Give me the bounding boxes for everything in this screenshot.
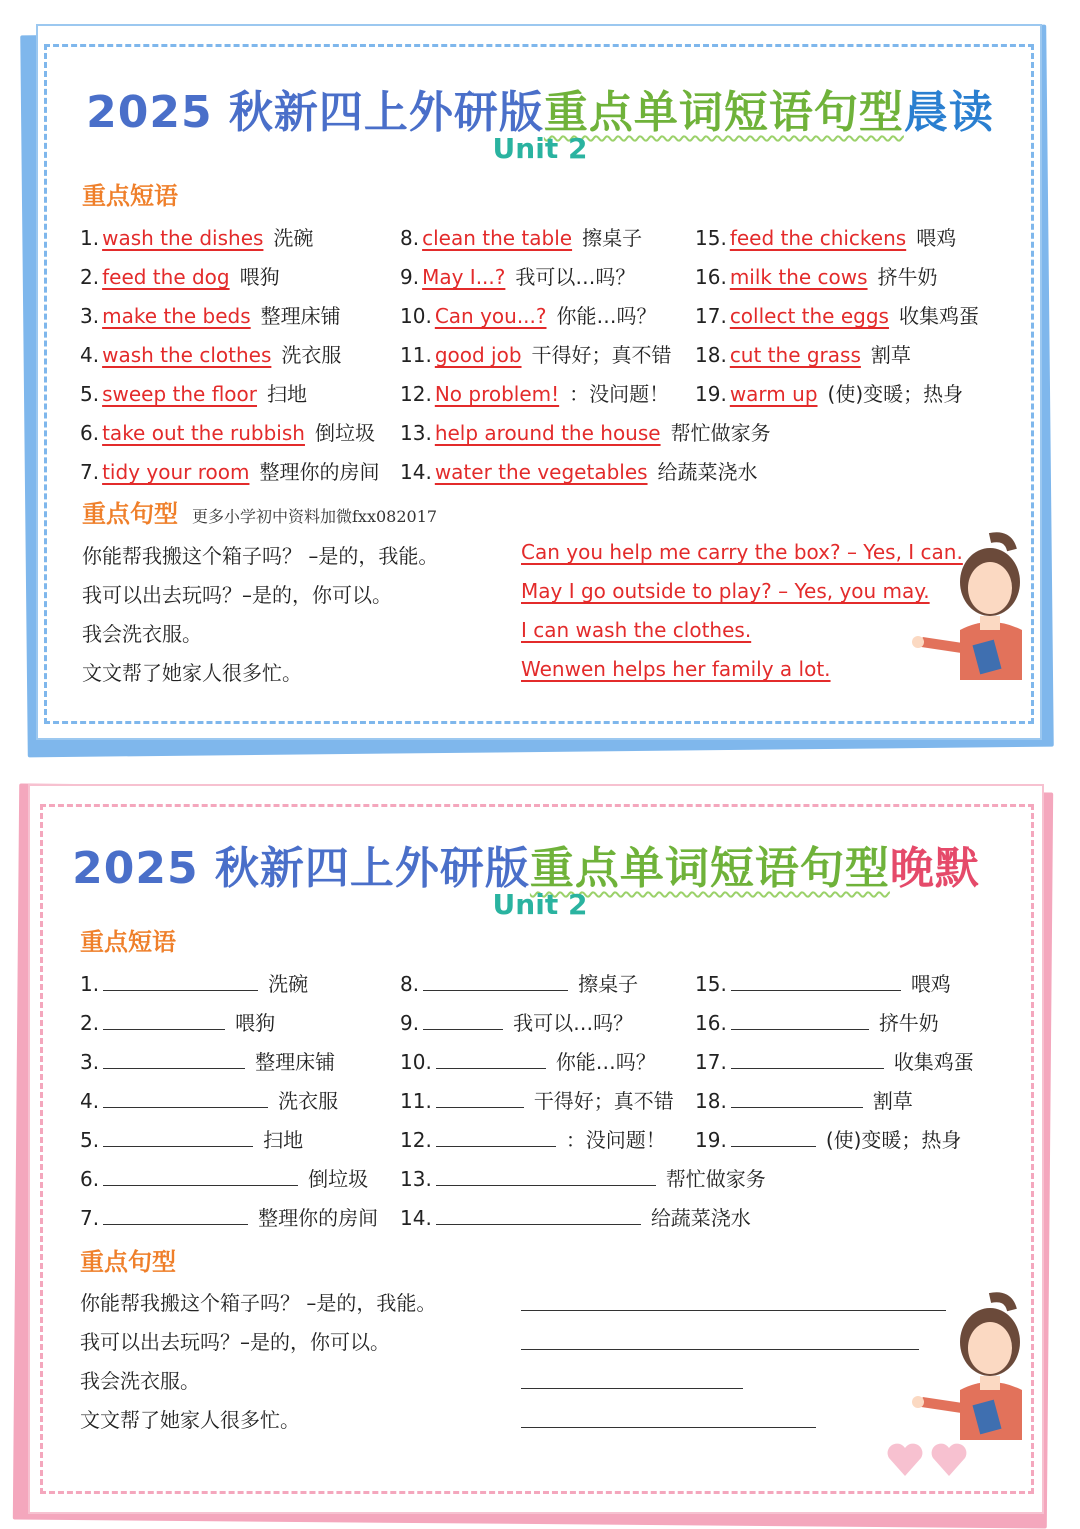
title-part: 晚默 bbox=[889, 843, 980, 894]
phrase-number: 4. bbox=[80, 1089, 100, 1113]
phrase-blank-item bbox=[80, 968, 308, 997]
phrase-number: 14. bbox=[400, 1206, 432, 1230]
phrase-number: 3. bbox=[80, 1050, 100, 1074]
phrase-item bbox=[80, 456, 379, 485]
phrase-chinese: 你能…吗？ bbox=[556, 304, 657, 328]
phrase-number: 17. bbox=[695, 1050, 727, 1074]
title-part: 2025 秋新四上外研版 bbox=[72, 843, 530, 894]
phrase-number: 7. bbox=[80, 460, 100, 484]
phrase-chinese: 喂鸡 bbox=[910, 972, 951, 996]
phrase-number: 8. bbox=[400, 226, 420, 250]
phrase-blank-item bbox=[695, 968, 951, 997]
phrase-number: 12. bbox=[400, 382, 432, 406]
phrase-blank-item bbox=[400, 1007, 633, 1036]
teacher-illustration-icon bbox=[900, 530, 1035, 680]
phrase-chinese: 收集鸡蛋 bbox=[898, 304, 979, 328]
phrase-blank-item bbox=[400, 968, 638, 997]
answer-blank[interactable] bbox=[436, 1205, 641, 1225]
phrase-number: 1. bbox=[80, 972, 100, 996]
phrase-english: make the beds bbox=[102, 304, 251, 328]
phrase-number: 13. bbox=[400, 421, 432, 445]
sentence-chinese: 文文帮了她家人很多忙。 bbox=[82, 661, 302, 685]
phrase-blank-item bbox=[400, 1124, 666, 1153]
phrase-chinese: ：没问题！ bbox=[565, 1128, 666, 1152]
sentence-answer-line[interactable] bbox=[521, 1310, 946, 1311]
sentence-english: Can you help me carry the box? – Yes, I can. bbox=[521, 540, 963, 564]
evening-dictation-card bbox=[0, 760, 1080, 1527]
sentence-english: Wenwen helps her family a lot. bbox=[521, 657, 831, 681]
phrase-item bbox=[80, 339, 341, 368]
phrase-chinese: 整理你的房间 bbox=[258, 1206, 379, 1230]
phrase-item bbox=[695, 378, 963, 407]
phrase-english: good job bbox=[434, 343, 522, 367]
phrase-chinese: 洗衣服 bbox=[281, 343, 342, 367]
phrase-number: 19. bbox=[695, 382, 727, 406]
phrase-number: 11. bbox=[400, 343, 432, 367]
phrase-item bbox=[400, 456, 758, 485]
phrase-english: feed the dog bbox=[102, 265, 230, 289]
phrase-chinese: (使)变暖；热身 bbox=[827, 382, 964, 406]
answer-blank[interactable] bbox=[436, 1049, 546, 1069]
sentence-chinese: 文文帮了她家人很多忙。 bbox=[80, 1408, 300, 1432]
answer-blank[interactable] bbox=[731, 1127, 816, 1147]
unit-label: Unit 2 bbox=[492, 888, 588, 921]
teacher-illustration-icon bbox=[900, 1290, 1035, 1440]
phrase-item bbox=[695, 261, 938, 290]
answer-blank[interactable] bbox=[103, 971, 258, 991]
section-phrases-heading: 重点短语 bbox=[82, 182, 178, 210]
phrase-chinese: 扫地 bbox=[267, 382, 308, 406]
phrase-chinese: 整理床铺 bbox=[255, 1050, 336, 1074]
phrase-number: 16. bbox=[695, 1011, 727, 1035]
phrase-item bbox=[400, 339, 672, 368]
sentence-chinese: 我会洗衣服。 bbox=[82, 622, 202, 646]
answer-blank[interactable] bbox=[436, 1088, 524, 1108]
phrase-chinese: 帮忙做家务 bbox=[665, 1167, 766, 1191]
phrase-number: 13. bbox=[400, 1167, 432, 1191]
phrase-english: No problem! bbox=[434, 382, 560, 406]
sentence-answer-line[interactable] bbox=[521, 1427, 816, 1428]
phrase-chinese: 干得好；真不错 bbox=[533, 1089, 674, 1113]
morning-reading-card bbox=[0, 0, 1080, 760]
phrase-blank-item bbox=[80, 1007, 275, 1036]
phrase-english: warm up bbox=[729, 382, 818, 406]
sentence-chinese: 我会洗衣服。 bbox=[80, 1369, 200, 1393]
phrase-item bbox=[400, 261, 635, 290]
phrase-number: 18. bbox=[695, 1089, 727, 1113]
sentence-chinese: 我可以出去玩吗？–是的，你可以。 bbox=[82, 583, 392, 607]
phrase-number: 14. bbox=[400, 460, 432, 484]
phrase-number: 12. bbox=[400, 1128, 432, 1152]
phrase-english: Can you...? bbox=[434, 304, 547, 328]
sentence-chinese: 你能帮我搬这个箱子吗？ –是的，我能。 bbox=[82, 544, 439, 568]
phrase-chinese: 割草 bbox=[872, 1089, 913, 1113]
phrase-item bbox=[80, 417, 375, 446]
phrase-number: 11. bbox=[400, 1089, 432, 1113]
phrase-chinese: 整理床铺 bbox=[260, 304, 341, 328]
sentence-chinese: 你能帮我搬这个箱子吗？ –是的，我能。 bbox=[80, 1291, 437, 1315]
page-title bbox=[0, 832, 1066, 896]
phrase-chinese: (使)变暖；热身 bbox=[825, 1128, 962, 1152]
phrase-chinese: 扫地 bbox=[263, 1128, 304, 1152]
answer-blank[interactable] bbox=[731, 971, 901, 991]
sentence-chinese: 我可以出去玩吗？–是的，你可以。 bbox=[80, 1330, 390, 1354]
answer-blank[interactable] bbox=[103, 1205, 248, 1225]
phrase-number: 5. bbox=[80, 382, 100, 406]
phrase-chinese: 擦桌子 bbox=[582, 226, 643, 250]
phrase-chinese: 收集鸡蛋 bbox=[893, 1050, 974, 1074]
phrase-chinese: 倒垃圾 bbox=[308, 1167, 369, 1191]
phrase-item bbox=[400, 378, 669, 407]
answer-blank[interactable] bbox=[103, 1049, 245, 1069]
phrase-english: wash the dishes bbox=[102, 226, 264, 250]
phrase-english: sweep the floor bbox=[102, 382, 258, 406]
answer-blank[interactable] bbox=[423, 971, 568, 991]
phrase-chinese: 洗碗 bbox=[268, 972, 309, 996]
phrase-chinese: 喂狗 bbox=[235, 1011, 276, 1035]
phrase-chinese: 我可以…吗？ bbox=[515, 265, 636, 289]
title-part: 2025 秋新四上外研版 bbox=[86, 87, 544, 138]
phrase-english: tidy your room bbox=[102, 460, 250, 484]
phrase-item bbox=[400, 222, 642, 251]
phrase-number: 15. bbox=[695, 226, 727, 250]
phrase-number: 9. bbox=[400, 1011, 420, 1035]
phrase-item bbox=[695, 300, 979, 329]
title-part: 晨读 bbox=[903, 87, 994, 138]
answer-blank[interactable] bbox=[103, 1010, 225, 1030]
sentence-english: May I go outside to play? – Yes, you may. bbox=[521, 579, 930, 603]
section-sentences-heading bbox=[82, 494, 437, 529]
phrase-blank-item bbox=[400, 1163, 766, 1192]
phrase-blank-item bbox=[695, 1124, 961, 1153]
phrase-number: 3. bbox=[80, 304, 100, 328]
phrase-blank-item bbox=[695, 1007, 939, 1036]
hearts-decoration-icon bbox=[885, 1440, 975, 1480]
phrase-english: clean the table bbox=[422, 226, 573, 250]
phrase-chinese: 我可以…吗？ bbox=[513, 1011, 634, 1035]
phrase-item bbox=[400, 417, 771, 446]
phrase-english: collect the eggs bbox=[729, 304, 889, 328]
section-sentences-heading: 重点句型 bbox=[80, 1248, 176, 1276]
answer-blank[interactable] bbox=[423, 1010, 503, 1030]
phrase-blank-item bbox=[400, 1085, 674, 1114]
phrase-number: 4. bbox=[80, 343, 100, 367]
phrase-blank-item bbox=[80, 1085, 338, 1114]
phrase-number: 5. bbox=[80, 1128, 100, 1152]
phrase-number: 6. bbox=[80, 421, 100, 445]
phrase-english: May I...? bbox=[422, 265, 506, 289]
phrase-number: 19. bbox=[695, 1128, 727, 1152]
section-phrases-heading: 重点短语 bbox=[80, 928, 176, 956]
phrase-number: 15. bbox=[695, 972, 727, 996]
phrase-chinese: 给蔬菜浇水 bbox=[657, 460, 758, 484]
phrase-blank-item bbox=[400, 1046, 656, 1075]
answer-blank[interactable] bbox=[731, 1010, 869, 1030]
sentence-answer-line[interactable] bbox=[521, 1388, 743, 1389]
phrase-chinese: 整理你的房间 bbox=[259, 460, 380, 484]
answer-blank[interactable] bbox=[731, 1088, 863, 1108]
phrase-number: 1. bbox=[80, 226, 100, 250]
phrase-chinese: 你能…吗？ bbox=[555, 1050, 656, 1074]
phrase-chinese: 洗衣服 bbox=[278, 1089, 339, 1113]
phrase-english: take out the rubbish bbox=[102, 421, 305, 445]
phrase-number: 17. bbox=[695, 304, 727, 328]
answer-blank[interactable] bbox=[436, 1166, 656, 1186]
phrase-number: 8. bbox=[400, 972, 420, 996]
phrase-item bbox=[80, 300, 341, 329]
phrase-chinese: 擦桌子 bbox=[578, 972, 639, 996]
unit-label: Unit 2 bbox=[492, 132, 588, 165]
phrase-chinese: ：没问题！ bbox=[569, 382, 670, 406]
answer-blank[interactable] bbox=[103, 1166, 298, 1186]
phrase-item bbox=[80, 261, 280, 290]
phrase-blank-item bbox=[695, 1046, 974, 1075]
phrase-number: 2. bbox=[80, 265, 100, 289]
phrase-number: 18. bbox=[695, 343, 727, 367]
heading-text: 重点句型 bbox=[82, 500, 178, 528]
phrase-chinese: 帮忙做家务 bbox=[670, 421, 771, 445]
title-part: 重点单词短语句型 bbox=[529, 843, 890, 894]
phrase-number: 10. bbox=[400, 304, 432, 328]
phrase-english: cut the grass bbox=[729, 343, 861, 367]
phrase-number: 16. bbox=[695, 265, 727, 289]
phrase-blank-item bbox=[80, 1124, 303, 1153]
phrase-item bbox=[695, 339, 911, 368]
watermark-note: 更多小学初中资料加微fxx082017 bbox=[192, 507, 438, 526]
phrase-chinese: 洗碗 bbox=[273, 226, 314, 250]
phrase-item bbox=[695, 222, 956, 251]
phrase-number: 10. bbox=[400, 1050, 432, 1074]
phrase-english: wash the clothes bbox=[102, 343, 272, 367]
phrase-number: 7. bbox=[80, 1206, 100, 1230]
title-part: 重点单词短语句型 bbox=[543, 87, 904, 138]
sentence-answer-line[interactable] bbox=[521, 1349, 919, 1350]
answer-blank[interactable] bbox=[103, 1088, 268, 1108]
phrase-english: milk the cows bbox=[729, 265, 868, 289]
phrase-number: 9. bbox=[400, 265, 420, 289]
phrase-chinese: 给蔬菜浇水 bbox=[650, 1206, 751, 1230]
phrase-number: 6. bbox=[80, 1167, 100, 1191]
phrase-blank-item bbox=[80, 1163, 368, 1192]
sentence-english: I can wash the clothes. bbox=[521, 618, 752, 642]
answer-blank[interactable] bbox=[103, 1127, 253, 1147]
phrase-chinese: 倒垃圾 bbox=[314, 421, 375, 445]
answer-blank[interactable] bbox=[436, 1127, 556, 1147]
phrase-chinese: 喂鸡 bbox=[916, 226, 957, 250]
answer-blank[interactable] bbox=[731, 1049, 884, 1069]
phrase-chinese: 割草 bbox=[870, 343, 911, 367]
phrase-chinese: 干得好；真不错 bbox=[531, 343, 672, 367]
phrase-blank-item bbox=[695, 1085, 913, 1114]
phrase-item bbox=[400, 300, 657, 329]
phrase-blank-item bbox=[80, 1202, 378, 1231]
phrase-english: water the vegetables bbox=[434, 460, 648, 484]
phrase-chinese: 喂狗 bbox=[239, 265, 280, 289]
phrase-blank-item bbox=[80, 1046, 335, 1075]
phrase-item bbox=[80, 222, 313, 251]
phrase-chinese: 挤牛奶 bbox=[878, 1011, 939, 1035]
phrase-english: feed the chickens bbox=[729, 226, 907, 250]
phrase-blank-item bbox=[400, 1202, 751, 1231]
phrase-english: help around the house bbox=[434, 421, 661, 445]
phrase-number: 2. bbox=[80, 1011, 100, 1035]
phrase-chinese: 挤牛奶 bbox=[877, 265, 938, 289]
phrase-item bbox=[80, 378, 307, 407]
page-title bbox=[0, 76, 1080, 140]
